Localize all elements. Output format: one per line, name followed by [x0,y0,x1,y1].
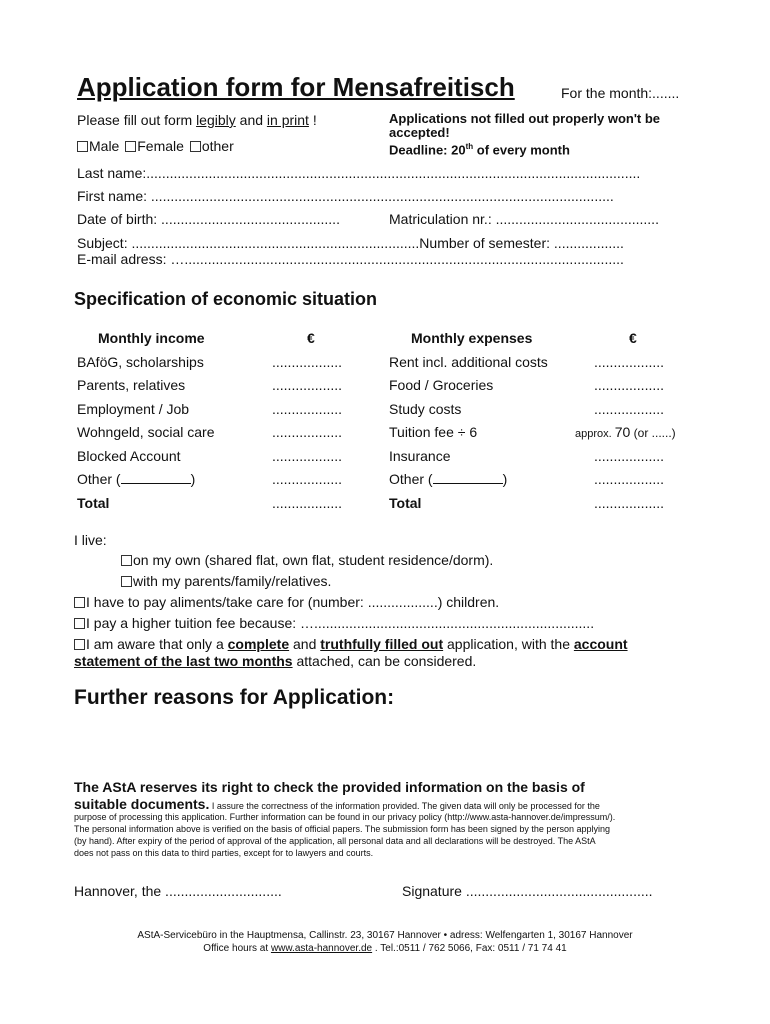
income-label-total: Total [77,495,110,511]
footer-address: AStA-Servicebüro in the Hauptmensa, Callinstr. 23, 30167 Hannover • adress: Welfengarten 1, 30167 Hannover [137,930,633,941]
income-value[interactable]: .................. [272,424,343,440]
aware-complete: complete [227,636,290,652]
live-own-checkbox[interactable] [121,555,132,566]
aware-account: account [573,636,628,652]
live-own-option[interactable] [121,552,493,568]
further-reasons-area[interactable] [74,715,694,775]
tuition-value[interactable] [575,424,676,442]
male-checkbox[interactable] [77,141,88,152]
income-header: Monthly income [98,330,205,346]
privacy-text-1: I assure the correctness of the information provided. The given data will only be processed for the [209,801,600,811]
live-parents-label: with my parents/family/relatives. [133,573,332,589]
live-parents-option[interactable] [121,573,331,589]
other-text: Other ( [77,471,121,487]
aware-statement: statement of the last two months [74,653,293,669]
expense-label-other [389,471,507,487]
asta-website-link[interactable]: www.asta-hannover.de [270,943,373,954]
other-close: ) [502,471,508,487]
suitable-documents: suitable documents. [74,796,210,812]
privacy-text-4: (by hand). After expiry of the period of approval of the application, all personal data and all declarations will be destroyed. The AStA [74,836,596,846]
income-value[interactable]: .................. [272,471,343,487]
aliments-checkbox[interactable] [74,597,85,608]
expense-label-insurance: Insurance [389,448,451,464]
live-parents-checkbox[interactable] [121,576,132,587]
expense-label-study: Study costs [389,401,462,417]
aware-post: attached, can be considered. [292,653,477,669]
income-value[interactable]: .................. [272,377,343,393]
expense-value[interactable]: .................. [594,471,665,487]
male-label: Male [89,138,120,154]
female-label: Female [137,138,184,154]
reserves-line-1: The AStA reserves its right to check the provided information on the basis of [74,779,585,795]
expense-label-total: Total [389,495,422,511]
income-total-value[interactable]: .................. [272,495,343,511]
expense-label-rent: Rent incl. additional costs [389,354,548,370]
privacy-text-2: purpose of processing this application. Further information can be found in our privacy policy (http://www.asta-hannover.de/impressum/). [74,812,616,822]
warning-line-2: accepted! [389,125,450,140]
income-other-blank[interactable] [121,472,191,484]
aware-and: and [289,636,321,652]
deadline-sup: th [465,142,474,151]
other-checkbox[interactable] [190,141,201,152]
expenses-header: Monthly expenses [411,330,533,346]
signature-field[interactable]: Signature ................................................ [402,883,653,899]
awareness-line-2 [74,653,476,669]
tuition-approx: approx. [575,428,615,440]
expenses-currency-header: € [629,330,637,346]
subject-semester-field[interactable]: Subject: ..........................................................................Number of semester: .................. [77,235,624,251]
warning-notice [389,112,660,157]
date-of-birth-field[interactable]: Date of birth: .............................................. [77,211,340,227]
form-title: Application form for Mensafreitisch [77,72,515,102]
footer-hours [0,943,770,954]
i-live-label: I live: [74,532,107,548]
female-checkbox[interactable] [125,141,136,152]
fill-instruction [77,112,317,128]
contact-numbers: . Tel.:0511 / 762 5066, Fax: 0511 / 71 74 41 [372,943,567,954]
income-currency-header: € [307,330,315,346]
aware-mid: application, with the [443,636,574,652]
expense-value[interactable]: .................. [594,377,665,393]
warning-line-1: Applications not filled out properly won't be [389,111,661,126]
aliments-label: I have to pay aliments/take care for (number: ..................) children. [86,594,500,610]
expense-value[interactable]: .................. [594,448,665,464]
expense-value[interactable]: .................. [594,401,665,417]
expense-label-food: Food / Groceries [389,377,494,393]
higher-fee-option[interactable] [74,615,594,631]
expense-other-blank[interactable] [433,472,503,484]
email-field[interactable]: E-mail adress: …................................................................................................................. [77,251,624,267]
income-label-wohngeld: Wohngeld, social care [77,424,215,440]
matriculation-field[interactable]: Matriculation nr.: .......................................... [389,211,659,227]
income-label-parents: Parents, relatives [77,377,186,393]
income-label-employment: Employment / Job [77,401,190,417]
economic-heading: Specification of economic situation [74,289,378,309]
income-value[interactable]: .................. [272,448,343,464]
further-reasons-heading: Further reasons for Application: [74,686,395,709]
expense-total-value[interactable]: .................. [594,495,665,511]
higher-fee-checkbox[interactable] [74,618,85,629]
other-text: Other ( [389,471,433,487]
privacy-text-5: does not pass on this data to third parties, except for to lawyers and courts. [74,848,374,858]
aware-truthfully: truthfully filled out [320,636,444,652]
in-print-text: in print [266,112,309,128]
legibly-text: legibly [196,112,236,128]
income-value[interactable]: .................. [272,354,343,370]
higher-fee-label: I pay a higher tuition fee because: …........................................................................ [86,615,595,631]
expense-value[interactable]: .................. [594,354,665,370]
other-close: ) [190,471,196,487]
deadline [389,140,660,157]
awareness-checkbox[interactable] [74,639,85,650]
income-value[interactable]: .................. [272,401,343,417]
hours-text: Office hours at [203,943,271,954]
aware-text: I am aware that only a [86,636,228,652]
awareness-option[interactable] [74,636,628,652]
and-text: and [235,112,267,128]
income-label-other [77,471,195,487]
deadline-suffix: of every month [473,142,570,158]
gender-options [77,138,234,154]
tuition-or: (or ......) [630,426,676,440]
income-label-blocked: Blocked Account [77,448,181,464]
aliments-option[interactable] [74,594,499,610]
other-label: other [201,138,234,154]
deadline-text: Deadline: 20 [389,142,466,158]
expense-label-tuition: Tuition fee ÷ 6 [389,424,478,440]
first-name-field[interactable]: First name: ....................................................................................................................... [77,188,614,204]
last-name-field[interactable]: Last name:............................................................................................................................... [77,165,641,181]
tuition-amount: 70 [614,424,631,440]
privacy-text-3: The personal information above is verified on the basis of official papers. The submission form has been signed by the person applying [74,824,610,834]
month-field[interactable]: For the month:....... [561,85,680,101]
income-label-bafoeg: BAföG, scholarships [77,354,204,370]
fill-instruction-text: Please fill out form [77,112,197,128]
exclamation-text: ! [308,112,317,128]
live-own-label: on my own (shared flat, own flat, student residence/dorm). [133,552,494,568]
place-date-field[interactable]: Hannover, the .............................. [74,883,282,899]
